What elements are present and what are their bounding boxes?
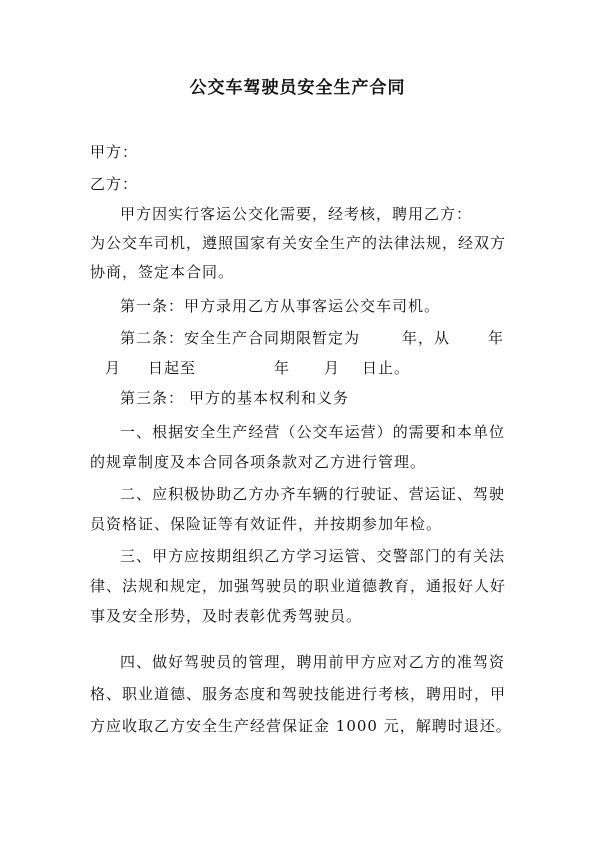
intro-line-3: 协商，签定本合同。 bbox=[90, 263, 235, 281]
article-2-year-end: 年 bbox=[274, 359, 291, 377]
item-3-line-2: 律、法规和规定，加强驾驶员的职业道德教育，通报好人好 bbox=[90, 577, 507, 595]
party-a-label: 甲方： bbox=[90, 143, 139, 161]
party-b-label: 乙方： bbox=[90, 175, 139, 193]
item-1-line-2: 的规章制度及本合同各项条款对乙方进行管理。 bbox=[90, 453, 427, 471]
intro-line-1: 甲方因实行客运公交化需要，经考核，聘用乙方： bbox=[120, 205, 473, 223]
item-4-line-3: 方应收取乙方安全生产经营保证金 1000 元，解聘时退还。 bbox=[90, 717, 512, 735]
item-3-line-3: 事及安全形势，及时表彰优秀驾驶员。 bbox=[90, 607, 363, 625]
item-4-line-1: 四、做好驾驶员的管理，聘用前甲方应对乙方的准驾资 bbox=[120, 653, 505, 671]
item-2-line-2: 员资格证、保险证等有效证件，并按期参加年检。 bbox=[90, 515, 443, 533]
item-4-line-2: 格、职业道德、服务态度和驾驶技能进行考核，聘用时，甲 bbox=[90, 685, 507, 703]
article-1: 第一条：甲方录用乙方从事客运公交车司机。 bbox=[120, 297, 441, 315]
article-2-year: 年 bbox=[488, 329, 505, 347]
document-title: 公交车驾驶员安全生产合同 bbox=[189, 78, 406, 98]
article-2-day-end: 日止。 bbox=[362, 359, 411, 377]
article-2-month-end: 月 bbox=[324, 359, 341, 377]
article-3-title: 甲方的基本权利和义务 bbox=[189, 389, 350, 407]
item-3-line-1: 三、甲方应按期组织乙方学习运管、交警部门的有关法 bbox=[120, 547, 505, 565]
article-2-year-from: 年，从 bbox=[402, 329, 451, 347]
article-2-day-start: 日起至 bbox=[148, 359, 197, 377]
article-3-label: 第三条： bbox=[120, 389, 185, 407]
article-2-month-start: 月 bbox=[105, 359, 122, 377]
intro-line-2: 为公交车司机，遵照国家有关安全生产的法律法规，经双方 bbox=[90, 234, 507, 252]
item-1-line-1: 一、根据安全生产经营（公交车运营）的需要和本单位 bbox=[120, 423, 505, 441]
item-2-line-1: 二、应积极协助乙方办齐车辆的行驶证、营运证、驾驶 bbox=[120, 485, 505, 503]
article-2-lead: 第二条：安全生产合同期限暂定为 bbox=[120, 329, 361, 347]
